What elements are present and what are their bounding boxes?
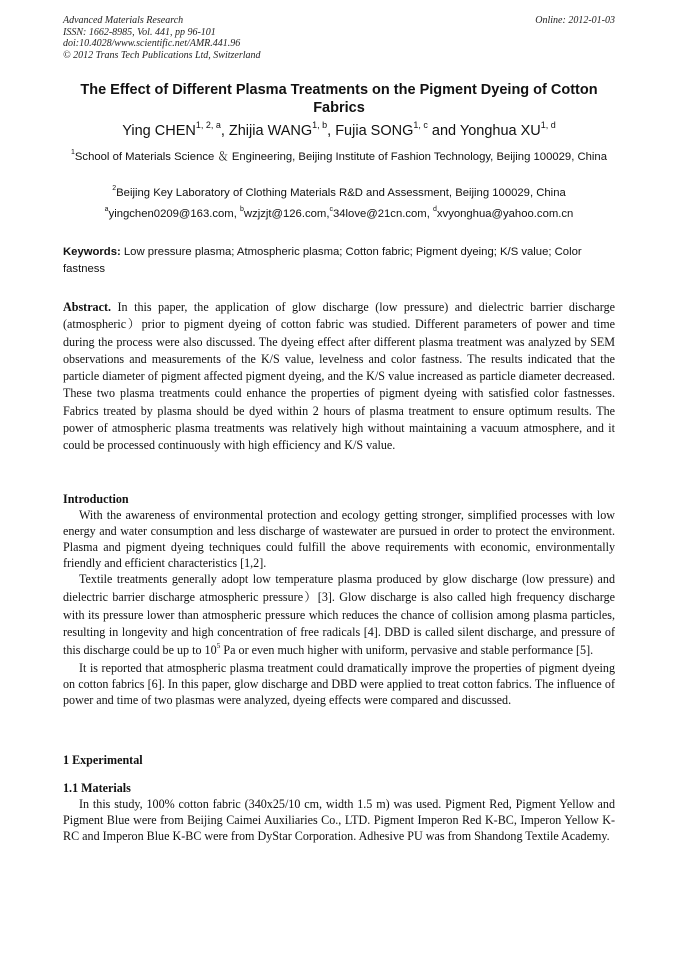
experimental-heading-block <box>63 752 615 768</box>
paper-title: The Effect of Different Plasma Treatments on the Pigment Dyeing of Cotton Fabrics <box>80 82 598 116</box>
author-separator: , <box>327 123 336 139</box>
keywords <box>63 244 615 278</box>
author-name: Zhijia WANG <box>228 123 313 139</box>
author-affiliation-marker: 1, 2, a <box>195 119 221 130</box>
author-affiliation-marker: 1, d <box>540 119 556 130</box>
affiliation-1 <box>63 150 615 166</box>
issn-line: ISSN: 1662-8985, Vol. 441, pp 96-101 <box>63 26 216 38</box>
experimental-heading: 1 Experimental <box>63 753 143 767</box>
email-marker: c <box>329 206 333 214</box>
author-name: Ying CHEN <box>122 123 196 139</box>
email-address: yingchen0209@163.com, <box>108 208 240 220</box>
author-affiliation-marker: 1, c <box>413 119 428 130</box>
email-list <box>63 207 615 223</box>
doi-line: doi:10.4028/www.scientific.net/AMR.441.96 <box>63 38 241 49</box>
abstract-text: In this paper, the application of glow discharge (low pressure) and dielectric barrier discharge (atmospheric）prior to pigment dyeing of cotton fabric was studied. Different parameters of power and time during the process were also discussed. The dyeing effect after different plasma treatment was analyzed by SEM observations and measurements of the K/S value, levelness and color fastness. The results indicated that the particle diameter of pigment affected pigment dyeing, and the K/S value increased as particle diameter decreased. These two plasma treatments could enhance the properties of pigment dyeing with satisfied color fastnesses. Fabrics treated by plasma should be dyed within 2 hours of plasma treatment to ensure optimum results. The power of atmospheric plasma treatments was relatively high without maintaining a vacuum atmosphere, and it could be processed continuously with high efficiency and K/S value. <box>63 300 615 453</box>
journal-header <box>63 15 615 61</box>
affiliation-marker: 2 <box>112 185 117 193</box>
online-date: Online: 2012-01-03 <box>535 15 615 26</box>
keywords-text: Low pressure plasma; Atmospheric plasma; Cotton fabric; Pigment dyeing; K/S value; Color fastness <box>63 246 582 275</box>
email-marker: d <box>432 206 437 214</box>
author-name: Yonghua XU <box>459 123 541 139</box>
author-list <box>63 119 615 140</box>
introduction-section <box>63 491 615 708</box>
materials-section <box>63 780 615 844</box>
affiliation-2 <box>63 186 615 202</box>
copyright-line: © 2012 Trans Tech Publications Ltd, Switzerland <box>63 49 261 61</box>
journal-name: Advanced Materials Research <box>63 15 184 26</box>
introduction-paragraph-2 <box>63 571 615 660</box>
email-marker: b <box>240 206 244 214</box>
introduction-paragraph-3: It is reported that atmospheric plasma treatment could dramatically improve the properties of pigment dyeing on cotton fabrics [6]. In this paper, glow discharge and DBD were applied to treat cotton fabrics. The influence of power and time of two plasmas were analyzed, dyeing effects were compared and discussed. <box>63 660 615 707</box>
keywords-label: Keywords: <box>63 246 121 258</box>
abstract <box>63 299 615 455</box>
affiliation-marker: 1 <box>70 149 75 157</box>
email-address: xvyonghua@yahoo.com.cn <box>436 208 574 220</box>
paragraph-text: Textile treatments generally adopt low temperature plasma produced by glow discharge (low pressure) and dielectric barrier discharge atmospheric pressure）[3]. Glow discharge is also called high frequency discharge with its pressure lower than atmospheric pressure which reduces the chance of collision among plasma particles, resulting in longevity and high concentration of free radicals [4]. DBD is called silent discharge, and pressure of this discharge could be up to 10 <box>63 572 615 658</box>
author-separator: and <box>427 123 460 139</box>
introduction-paragraph-1: With the awareness of environmental protection and ecology getting stronger, simplified processes with low energy and water consumption and less discharge of wastewater are pursued in order to protect the environment. Plasma and pigment dyeing techniques could fulfill the above requirements with economic, environmentally friendly and efficient characteristics [1,2]. <box>63 508 615 570</box>
materials-heading: 1.1 Materials <box>63 781 131 795</box>
abstract-label: Abstract. <box>63 300 112 314</box>
author-separator: , <box>220 123 229 139</box>
introduction-heading: Introduction <box>63 492 129 506</box>
affiliation-text: Beijing Key Laboratory of Clothing Materials R&D and Assessment, Beijing 100029, China <box>116 187 566 199</box>
email-marker: a <box>104 206 109 214</box>
affiliation-text: School of Materials Science ＆ Engineering, Beijing Institute of Fashion Technology, Beijing 100029, China <box>74 151 608 163</box>
exponent: 5 <box>216 641 221 651</box>
materials-paragraph: In this study, 100% cotton fabric (340x25/10 cm, width 1.5 m) was used. Pigment Red, Pigment Yellow and Pigment Blue were from Beijing Caimei Auxiliaries Co., LTD. Pigment Imperon Red K-BC, Imperon Yellow K-RC and Imperon Blue K-BC were from DyStar Corporation. Adhesive PU was from Shandong Textile Academy. <box>63 797 615 843</box>
author-name: Fujia SONG <box>335 123 414 139</box>
paragraph-text: Pa or even much higher with uniform, pervasive and stable performance [5]. <box>220 643 594 658</box>
email-address: wzjzjt@126.com, <box>243 208 330 220</box>
author-affiliation-marker: 1, b <box>312 119 328 130</box>
email-address: 34love@21cn.com, <box>332 208 433 220</box>
